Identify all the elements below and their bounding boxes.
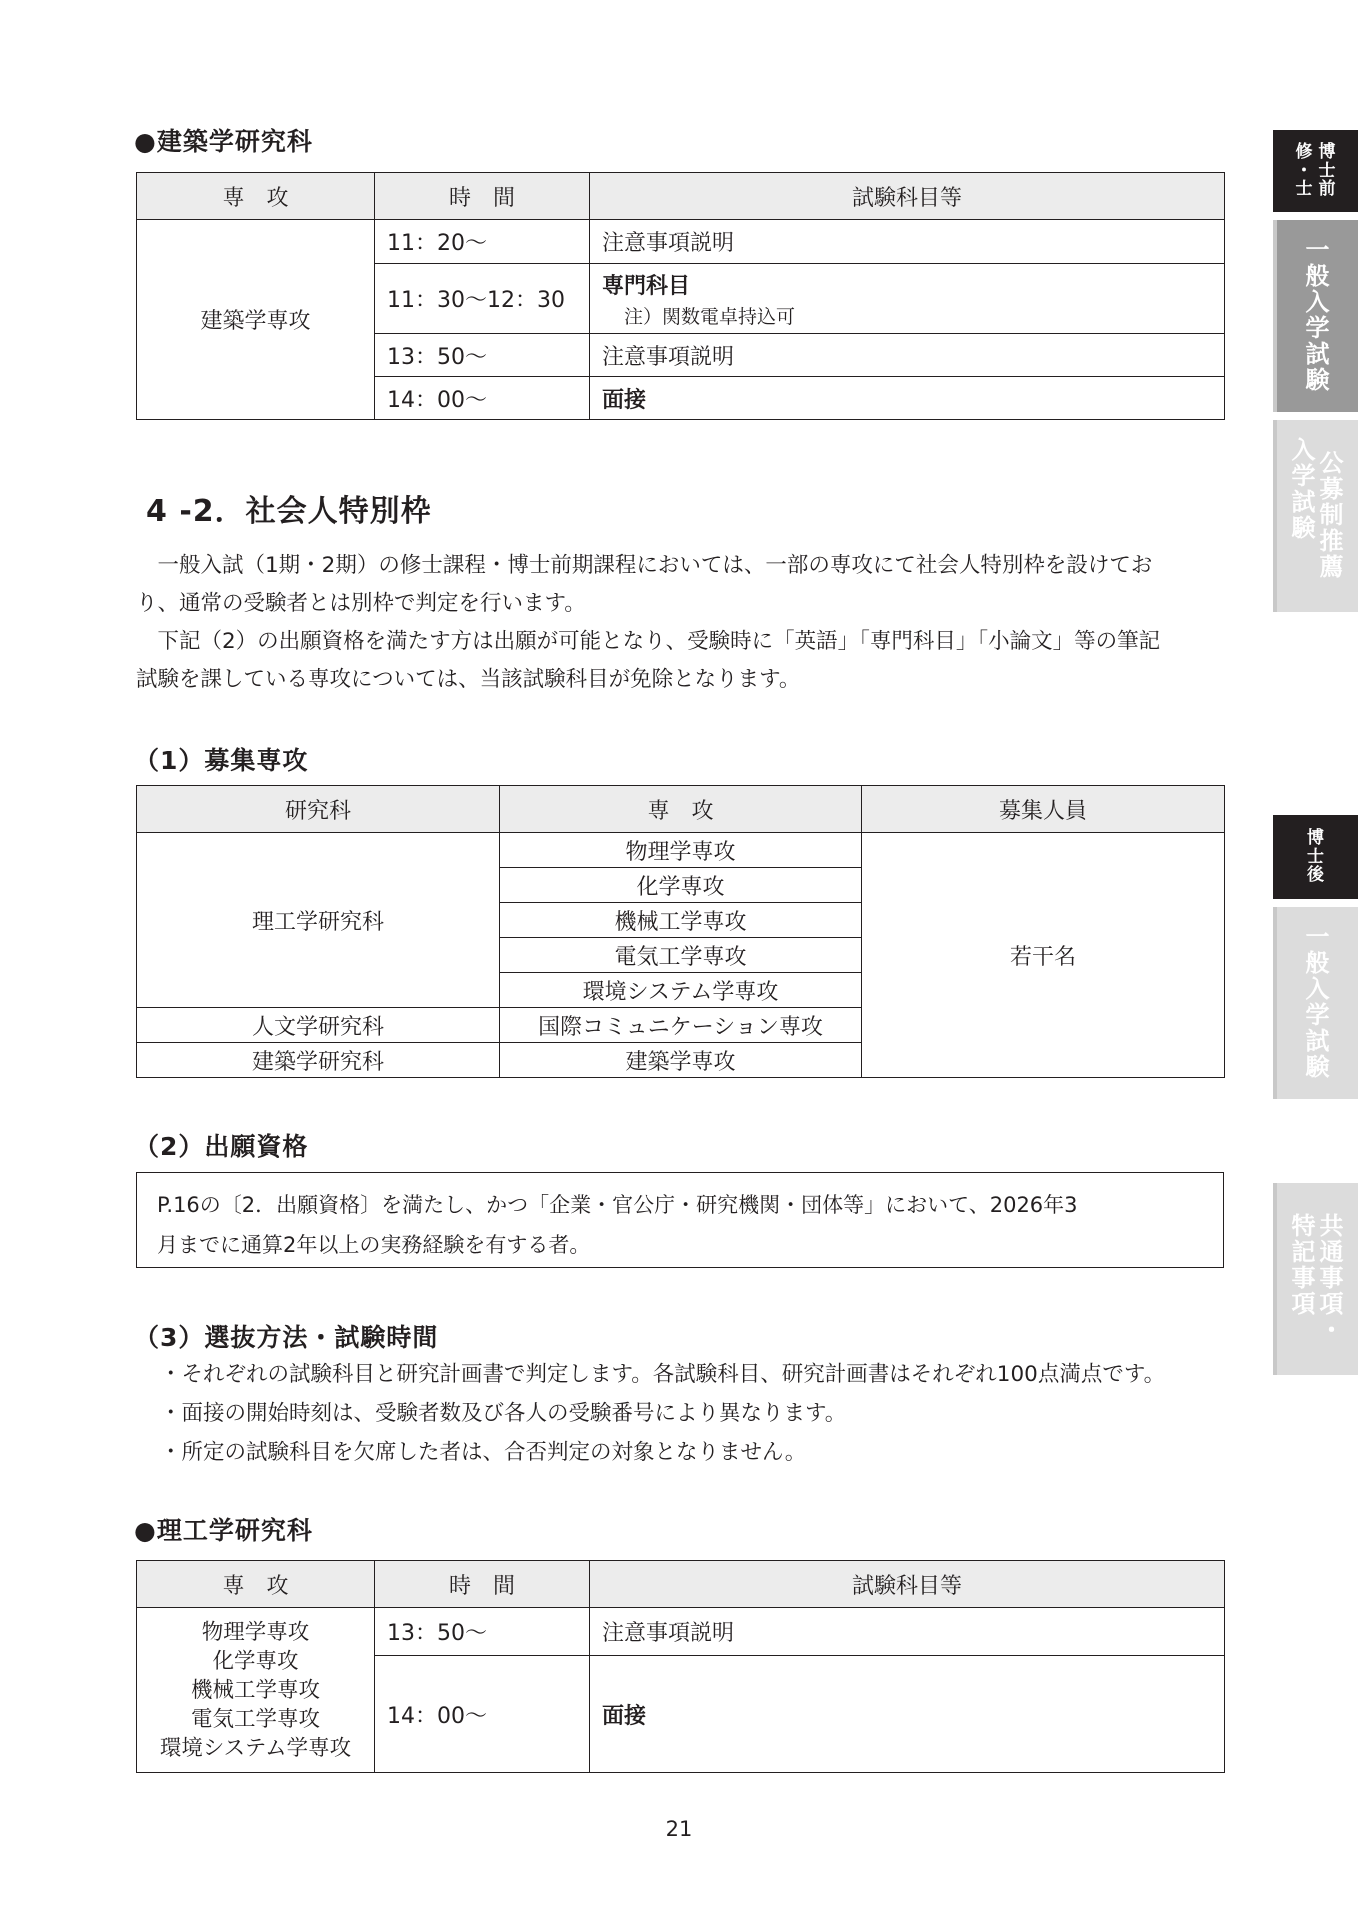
section-heading-architecture: ●建築学研究科: [134, 127, 313, 156]
architecture-schedule-table: [136, 172, 1225, 420]
section-title: 4 -2．社会人特別枠: [146, 494, 432, 529]
eligibility-box: [136, 1172, 1224, 1268]
tab-text: 一 般 入 学 試 験: [1305, 923, 1330, 1081]
eligibility-heading: （2）出願資格: [134, 1132, 309, 1161]
recruit-majors-table: [136, 785, 1225, 1078]
major-name: 電気工学専攻: [190, 1706, 320, 1732]
time-cell: 13：50〜: [375, 334, 590, 377]
major-cell: 電気工学専攻: [500, 938, 862, 973]
tab-text: 博 士 後: [1307, 828, 1324, 886]
intro-paragraph: [136, 547, 1236, 699]
side-tab-common-notes[interactable]: [1273, 1183, 1358, 1375]
capacity-cell: 若干名: [862, 833, 1225, 1078]
major-cell: 化学専攻: [500, 868, 862, 903]
header-major: 専 攻: [137, 173, 375, 220]
subject-text: 専門科目: [602, 273, 691, 299]
table-row: [137, 833, 1225, 868]
paragraph-line: り、通常の受験者とは別枠で判定を行います。: [136, 591, 586, 616]
header-major: 専 攻: [500, 786, 862, 833]
tab-text: 博 士 前: [1318, 142, 1336, 200]
side-tab-masters-first[interactable]: [1273, 130, 1358, 212]
header-major: 専 攻: [137, 1561, 375, 1608]
major-cell: 国際コミュニケーション専攻: [500, 1008, 862, 1043]
major-cell: 物理学専攻: [500, 833, 862, 868]
subject-cell: 面接: [590, 1656, 1225, 1773]
majors-cell: [137, 1608, 375, 1773]
page-number: 21: [665, 1817, 693, 1841]
side-tab-general-exam[interactable]: [1273, 220, 1358, 412]
subject-cell: 面接: [590, 377, 1225, 420]
tab-text: 公 募 制 推 薦: [1319, 449, 1344, 581]
subject-note: 注）関数電卓持込可: [624, 305, 796, 328]
side-tab-recommendation-exam[interactable]: [1273, 420, 1358, 612]
time-cell: 13：50〜: [375, 1608, 590, 1656]
major-name: 物理学専攻: [201, 1619, 310, 1645]
tab-text: 修 ・ 士: [1295, 142, 1313, 200]
table-header-row: [137, 1561, 1225, 1608]
major-cell: 機械工学専攻: [500, 903, 862, 938]
major-cell: 建築学専攻: [137, 220, 375, 420]
table-row: [137, 220, 1225, 264]
time-cell: 11：20〜: [375, 220, 590, 264]
major-name: 機械工学専攻: [190, 1677, 320, 1703]
table-row: [137, 1608, 1225, 1656]
header-capacity: 募集人員: [862, 786, 1225, 833]
paragraph-line: 一般入試（1期・2期）の修士課程・博士前期課程においては、一部の専攻にて社会人特別枠を設けてお: [136, 553, 1153, 578]
tab-text: 共 通 事 項 ・: [1319, 1212, 1344, 1344]
major-cell: 建築学専攻: [500, 1043, 862, 1078]
paragraph-line: 下記（2）の出願資格を満たす方は出願が可能となり、受験時に「英語」「専門科目」「小論文」等の筆記: [136, 629, 1161, 654]
recruit-heading: （1）募集専攻: [134, 746, 309, 775]
graduate-school-cell: 建築学研究科: [137, 1043, 500, 1078]
graduate-school-cell: 人文学研究科: [137, 1008, 500, 1043]
eligibility-line: 月までに通算2年以上の実務経験を有する者。: [157, 1233, 591, 1257]
selection-heading: （3）選抜方法・試験時間: [134, 1323, 439, 1352]
section-heading-science: ●理工学研究科: [134, 1516, 313, 1545]
subject-cell: 注意事項説明: [590, 334, 1225, 377]
major-name: 環境システム学専攻: [159, 1735, 352, 1761]
tab-text: 一 般 入 学 試 験: [1305, 236, 1330, 394]
major-cell: 環境システム学専攻: [500, 973, 862, 1008]
subject-cell: 注意事項説明: [590, 1608, 1225, 1656]
header-subject: 試験科目等: [590, 173, 1225, 220]
subject-cell: 注意事項説明: [590, 220, 1225, 264]
header-time: 時 間: [375, 173, 590, 220]
list-item: ・それぞれの試験科目と研究計画書で判定します。各試験科目、研究計画書はそれぞれ100点満点です。: [160, 1362, 1166, 1387]
time-cell: 14：00〜: [375, 377, 590, 420]
selection-bullet-list: [160, 1355, 1165, 1472]
header-time: 時 間: [375, 1561, 590, 1608]
side-tab-doctoral-general-exam[interactable]: [1273, 907, 1358, 1099]
header-graduate-school: 研究科: [137, 786, 500, 833]
time-cell: 11：30〜12：30: [375, 264, 590, 334]
subject-cell-with-note: [590, 264, 1225, 334]
tab-text: 入 学 試 験: [1291, 436, 1316, 542]
header-subject: 試験科目等: [590, 1561, 1225, 1608]
tab-text: 特 記 事 項: [1291, 1212, 1316, 1318]
time-cell: 14：00〜: [375, 1656, 590, 1773]
science-schedule-table: [136, 1560, 1225, 1773]
list-item: ・所定の試験科目を欠席した者は、合否判定の対象となりません。: [160, 1440, 807, 1465]
side-tab-doctoral-second[interactable]: [1273, 815, 1358, 899]
graduate-school-cell: 理工学研究科: [137, 833, 500, 1008]
major-name: 化学専攻: [212, 1648, 299, 1674]
table-header-row: [137, 786, 1225, 833]
eligibility-line: P.16の〔2．出願資格〕を満たし、かつ「企業・官公庁・研究機関・団体等」において、2026年3: [157, 1193, 1078, 1217]
list-item: ・面接の開始時刻は、受験者数及び各人の受験番号により異なります。: [160, 1401, 847, 1426]
paragraph-line: 試験を課している専攻については、当該試験科目が免除となります。: [136, 667, 801, 692]
table-header-row: [137, 173, 1225, 220]
